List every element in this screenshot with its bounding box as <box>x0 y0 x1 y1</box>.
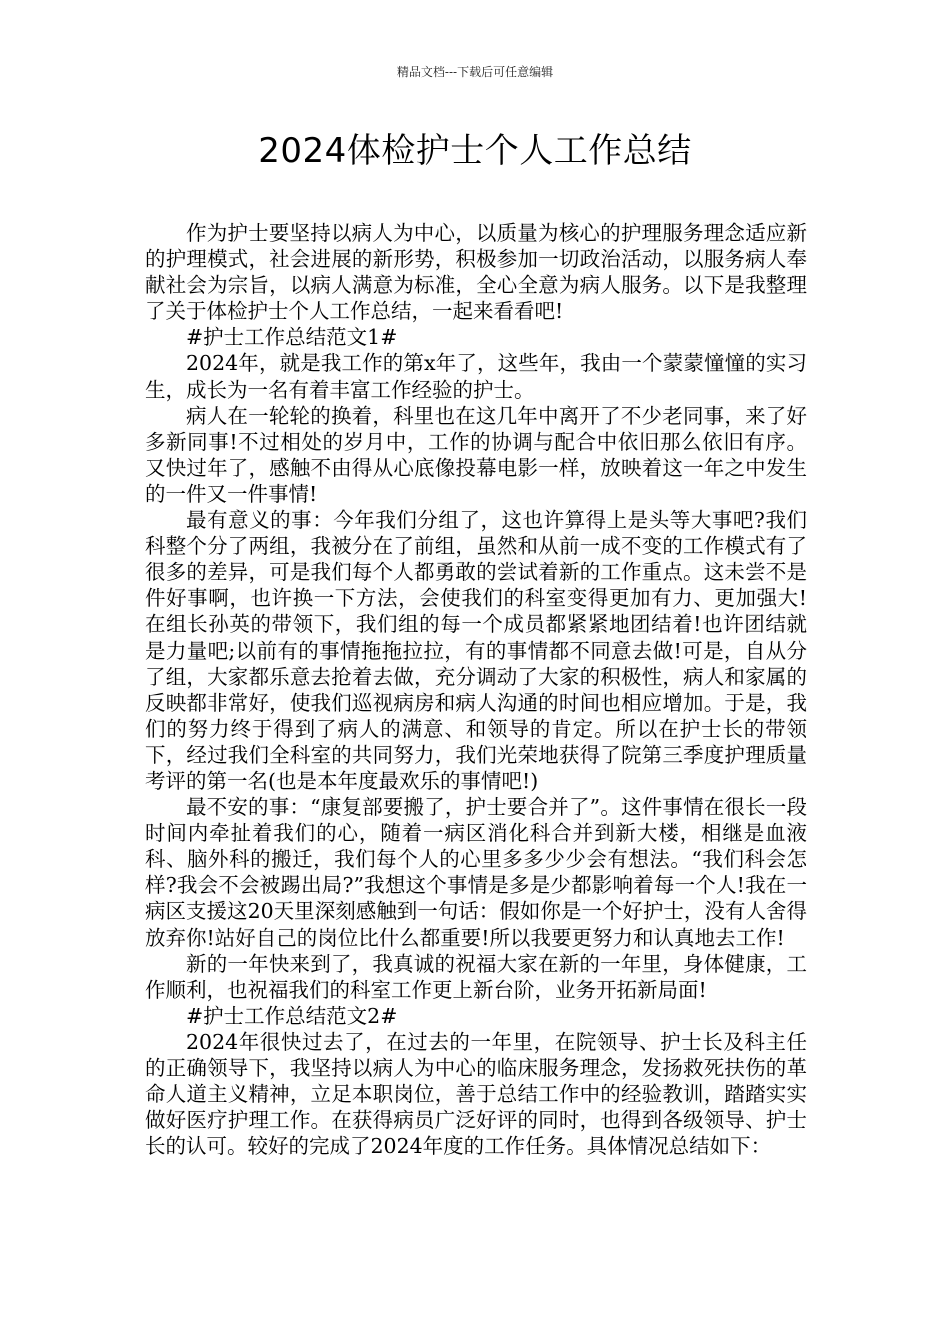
paragraph: 2024年很快过去了，在过去的一年里，在院领导、护士长及科主任的正确领导下，我坚持以病人为中心的临床服务理念，发扬救死扶伤的革命人道主义精神，立足本职岗位，善于总结工作中的经验教训，踏踏实实做好医疗护理工作。在获得病员广泛好评的同时，也得到各级领导、护士长的认可。较好的完成了2024年度的工作任务。具体情况总结如下： <box>145 1029 807 1159</box>
paragraph: 新的一年快来到了，我真诚的祝福大家在新的一年里，身体健康，工作顺利，也祝福我们的科室工作更上新台阶，业务开拓新局面! <box>145 951 807 1002</box>
header-note: 精品文档---下载后可任意编辑 <box>396 65 554 79</box>
paragraph: 作为护士要坚持以病人为中心，以质量为核心的护理服务理念适应新的护理模式，社会进展的新形势，积极参加一切政治活动，以服务病人奉献社会为宗旨，以病人满意为标准，全心全意为病人服务。以下是我整理了关于体检护士个人工作总结，一起来看看吧! <box>145 221 807 324</box>
paragraph: 最有意义的事：今年我们分组了，这也许算得上是头等大事吧?我们科整个分了两组，我被分在了前组，虽然和从前一成不变的工作模式有了很多的差异，可是我们每个人都勇敢的尝试着新的工作重点。这未尝不是件好事啊，也许换一下方法，会使我们的科室变得更加有力、更加强大!在组长孙英的带领下，我们组的每一个成员都紧紧地团结着!也许团结就是力量吧;以前有的事情拖拖拉拉，有的事情都不同意去做!可是，自从分了组，大家都乐意去抢着去做，充分调动了大家的积极性，病人和家属的反映都非常好，使我们巡视病房和病人沟通的时间也相应增加。于是，我们的努力终于得到了病人的满意、和领导的肯定。所以在护士长的带领下，经过我们全科室的共同努力，我们光荣地获得了院第三季度护理质量考评的第一名(也是本年度最欢乐的事情吧!) <box>145 508 807 793</box>
section-heading-1: #护士工作总结范文1# <box>186 325 398 350</box>
paragraph: 病人在一轮轮的换着，科里也在这几年中离开了不少老同事，来了好多新同事!不过相处的岁月中，工作的协调与配合中依旧那么依旧有序。又快过年了，感触不由得从心底像投幕电影一样，放映着这一年之中发生的一件又一件事情! <box>145 403 807 506</box>
document-body <box>145 220 807 1159</box>
paragraph: 最不安的事：“康复部要搬了，护士要合并了”。这件事情在很长一段时间内牵扯着我们的心，随着一病区消化科合并到新大楼，相继是血液科、脑外科的搬迁，我们每个人的心里多多少少会有想法。“我们科会怎样?我会不会被踢出局?”我想这个事情是多是少都影响着每一个人!我在一病区支援这20天里深刻感触到一句话：假如你是一个好护士，没有人舍得放弃你!站好自己的岗位比什么都重要!所以我要更努力和认真地去工作! <box>145 795 807 950</box>
document-title: 2024体检护士个人工作总结 <box>258 131 692 171</box>
paragraph: 2024年，就是我工作的第x年了，这些年，我由一个蒙蒙憧憧的实习生，成长为一名有着丰富工作经验的护士。 <box>145 351 807 402</box>
section-heading-2: #护士工作总结范文2# <box>186 1003 398 1028</box>
